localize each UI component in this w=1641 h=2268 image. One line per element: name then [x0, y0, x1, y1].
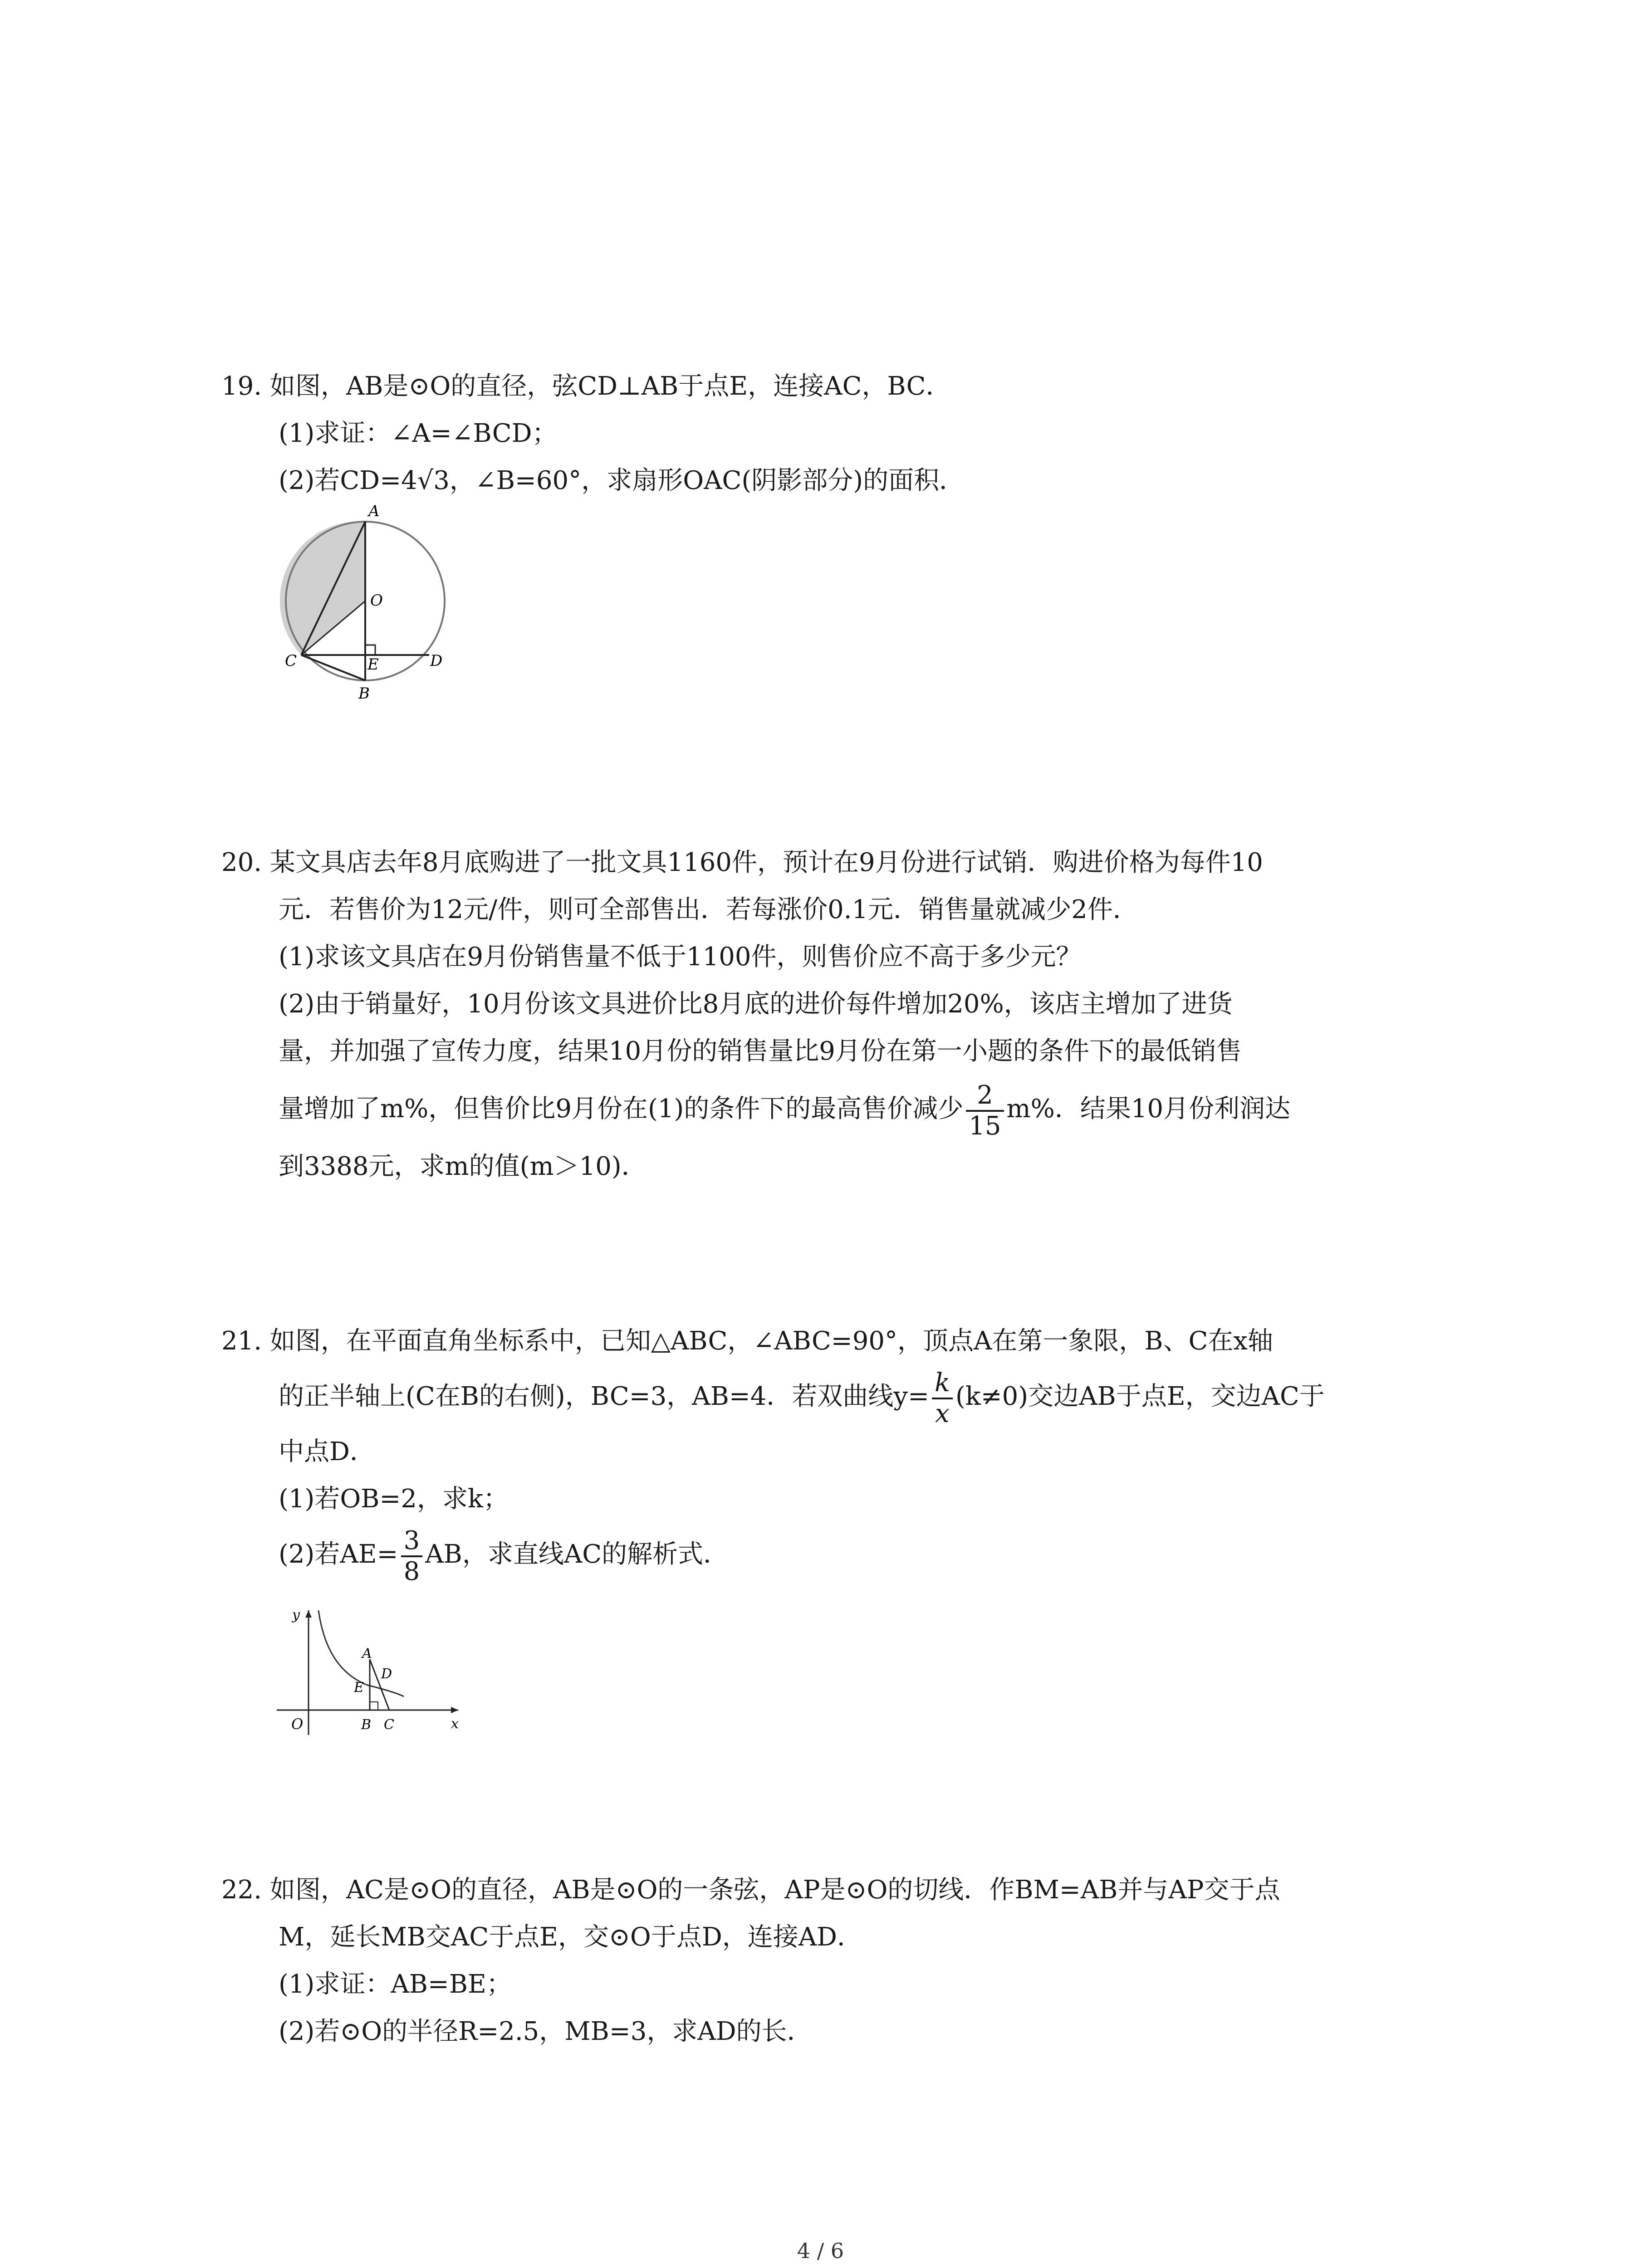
problem-19-stem: 19. 如图，AB是⊙O的直径，弦CD⊥AB于点E，连接AC，BC．: [221, 371, 951, 401]
label-a: A: [362, 1646, 372, 1662]
x-axis-arrow: [451, 1707, 458, 1713]
segment-bc: [301, 655, 365, 680]
label-d: D: [430, 652, 443, 670]
figure-21-coordinate-diagram: [268, 1601, 467, 1737]
label-o: O: [291, 1716, 304, 1733]
problem-20-line-1: 20. 某文具店去年8月底购进了一批文具1160件，预计在9月份进行试销．购进价格为每件10: [221, 848, 1263, 877]
fraction-denominator: 8: [403, 1556, 420, 1586]
problem-19: [221, 363, 1455, 504]
problem-20-part-2-line-3: [221, 1075, 1455, 1143]
label-b: B: [361, 1717, 372, 1733]
problem-21-line-2: [221, 1365, 1455, 1428]
problem-21-text-before-fraction: 的正半轴上(C在B的右侧)，BC=3，AB=4．若双曲线y=: [279, 1382, 929, 1411]
problem-22-part-2: (2)若⊙O的半径R=2.5，MB=3，求AD的长．: [279, 2017, 813, 2046]
label-e: E: [367, 655, 379, 674]
problem-22-line-1: 22. 如图，AC是⊙O的直径，AB是⊙O的一条弦，AP是⊙O的切线．作BM=AB并与AP交于点: [221, 1875, 1280, 1905]
problem-20-line-2: 元．若售价为12元/件，则可全部售出．若每涨价0.1元．销售量就减少2件．: [279, 895, 1138, 924]
problem-21-part-2-prefix: (2)若AE=: [279, 1540, 398, 1569]
problem-21: [221, 1318, 1455, 1586]
right-angle-mark: [365, 645, 375, 655]
fraction-numerator: 3: [401, 1526, 423, 1557]
problem-20-part-2-line-4: 到3388元，求m的值(m＞10)．: [279, 1152, 647, 1181]
y-axis-arrow: [305, 1610, 312, 1618]
problem-21-part-2: [221, 1523, 1455, 1586]
problem-21-line-3: 中点D．: [279, 1437, 375, 1466]
fraction-numerator: k: [932, 1369, 953, 1399]
problem-22-part-1: (1)求证：AB=BE；: [279, 1970, 512, 1999]
problem-20-part-2-line-2: 量，并加强了宣传力度，结果10月份的销售量比9月份在第一小题的条件下的最低销售: [279, 1036, 1242, 1066]
label-b: B: [358, 684, 370, 703]
problem-20-part-1: (1)求该文具店在9月份销售量不低于1100件，则售价应不高于多少元？: [279, 942, 1082, 972]
label-c: C: [384, 1717, 394, 1733]
fraction-k-over-x: [932, 1369, 953, 1428]
label-d: D: [381, 1666, 392, 1682]
right-angle-mark: [370, 1702, 378, 1710]
fraction-3-8: [401, 1526, 423, 1586]
problem-20-text-before-fraction: 量增加了m%，但售价比9月份在(1)的条件下的最高售价减少: [279, 1094, 964, 1124]
label-c: C: [285, 652, 297, 670]
problem-20: [221, 839, 1455, 1190]
fraction-numerator: 2: [966, 1081, 1004, 1112]
problem-22: [221, 1867, 1455, 2055]
problem-21-line-1: 21. 如图，在平面直角坐标系中，已知△ABC，∠ABC=90°，顶点A在第一象限，B、C在x轴: [221, 1326, 1274, 1356]
label-e: E: [354, 1680, 364, 1696]
problem-21-part-2-suffix: AB，求直线AC的解析式．: [425, 1540, 729, 1569]
figure-19-circle-diagram: [272, 499, 463, 708]
problem-21-part-1: (1)若OB=2，求k；: [279, 1484, 509, 1514]
page-number: 4 / 6: [797, 2239, 844, 2263]
problem-21-text-after-fraction: (k≠0)交边AB于点E，交边AC于: [955, 1382, 1325, 1411]
problem-19-part-1: (1)求证：∠A=∠BCD；: [279, 419, 558, 448]
label-y: y: [292, 1607, 300, 1623]
fraction-denominator: x: [935, 1398, 950, 1428]
label-x: x: [451, 1716, 459, 1732]
problem-20-text-after-fraction: m%．结果10月份利润达: [1006, 1094, 1291, 1124]
problem-19-part-2: (2)若CD=4√3，∠B=60°，求扇形OAC(阴影部分)的面积．: [279, 466, 965, 495]
fraction-2-15: [966, 1081, 1004, 1141]
fraction-denominator: 15: [969, 1111, 1001, 1141]
label-o: O: [370, 591, 383, 610]
problem-20-part-2-line-1: (2)由于销量好，10月份该文具进价比8月底的进价每件增加20%，该店主增加了进货: [279, 989, 1233, 1019]
problem-22-line-2: M，延长MB交AC于点E，交⊙O于点D，连接AD．: [279, 1922, 863, 1952]
label-a: A: [368, 502, 380, 520]
